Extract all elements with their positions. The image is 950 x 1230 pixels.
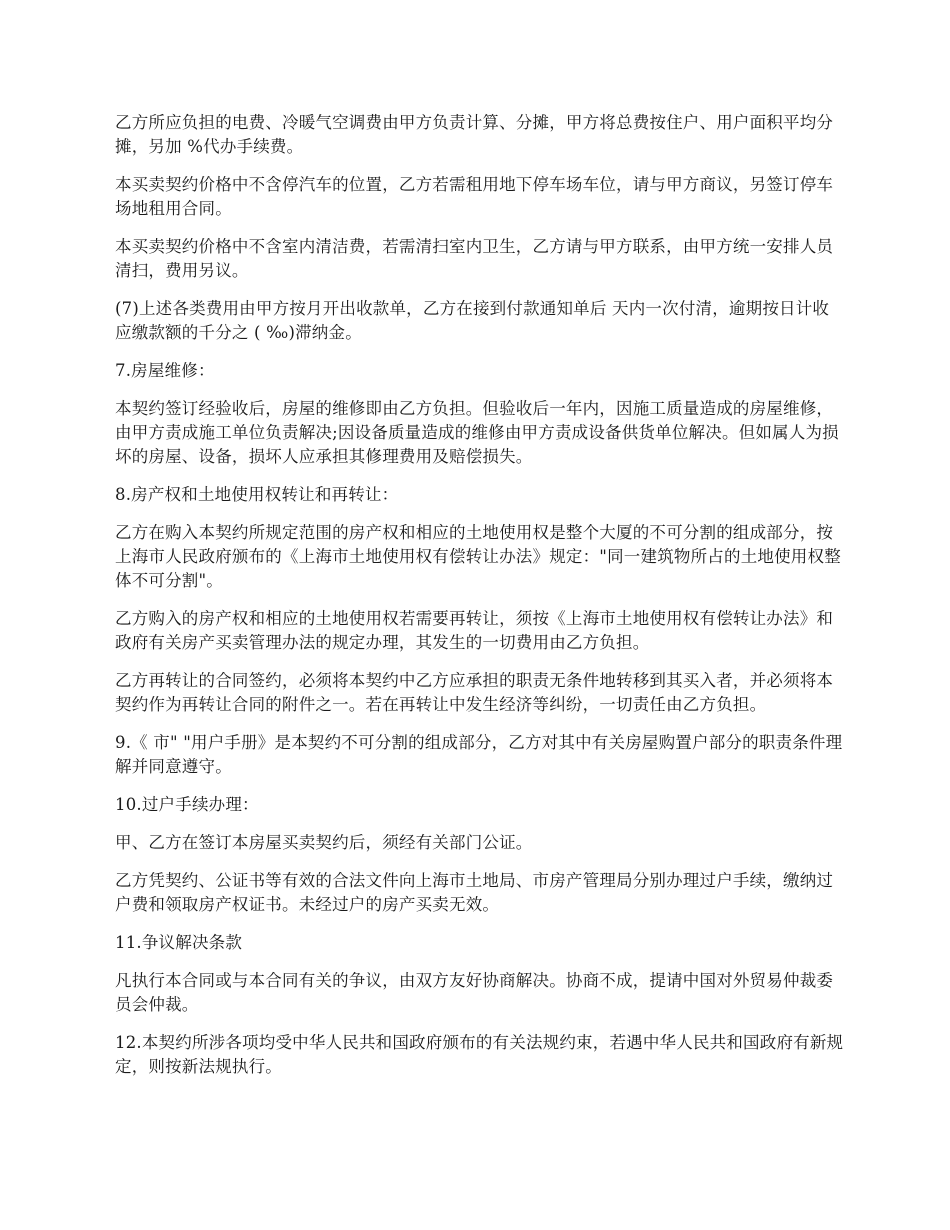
paragraph-transfer-registration: 乙方凭契约、公证书等有效的合法文件向上海市土地局、市房产管理局分别办理过户手续，缴纳过户费和领取房产权证书。未经过户的房产买卖无效。 bbox=[115, 871, 834, 914]
paragraph-cleaning: 本买卖契约价格中不含室内清洁费，若需清扫室内卫生，乙方请与甲方联系，由甲方统一安排人员清扫，费用另议。 bbox=[115, 237, 834, 280]
paragraph-electricity-fees: 乙方所应负担的电费、冷暖气空调费由甲方负责计算、分摊，甲方将总费按住户、用户面积平均分摊，另加 %代办手续费。 bbox=[115, 113, 834, 156]
heading-house-maintenance: 7.房屋维修： bbox=[115, 361, 215, 380]
paragraph-maintenance: 本契约签订经验收后，房屋的维修即由乙方负担。但验收后一年内，因施工质量造成的房屋维修，由甲方责成施工单位负责解决;因设备质量造成的维修由甲方责成设备供货单位解决。但如属人为损坏的房屋、设备，损坏人应承担其修理费用及赔偿损失。 bbox=[115, 399, 839, 466]
paragraph-fee-payment: (7)上述各类费用由甲方按月开出收款单，乙方在接到付款通知单后 天内一次付清，逾期按日计收应缴款额的千分之 ( ‰)滞纳金。 bbox=[115, 299, 830, 342]
heading-property-transfer: 8.房产权和土地使用权转让和再转让： bbox=[115, 485, 399, 504]
paragraph-notarization: 甲、乙方在签订本房屋买卖契约后，须经有关部门公证。 bbox=[115, 833, 533, 852]
paragraph-governing-law: 12.本契约所涉各项均受中华人民共和国政府颁布的有关法规约束，若遇中华人民共和国政府有新规定，则按新法规执行。 bbox=[115, 1033, 844, 1076]
paragraph-land-use-rights: 乙方在购入本契约所规定范围的房产权和相应的土地使用权是整个大厦的不可分割的组成部分，按上海市人民政府颁布的《上海市土地使用权有偿转让办法》规定："同一建筑物所占的土地使用权整体不可分割"。 bbox=[115, 523, 841, 590]
paragraph-parking: 本买卖契约价格中不含停汽车的位置，乙方若需租用地下停车场车位，请与甲方商议，另签订停车场地租用合同。 bbox=[115, 175, 834, 218]
paragraph-arbitration: 凡执行本合同或与本合同有关的争议，由双方友好协商解决。协商不成，提请中国对外贸易仲裁委员会仲裁。 bbox=[115, 971, 834, 1014]
heading-dispute-resolution: 11.争议解决条款 bbox=[115, 933, 243, 952]
paragraph-retransfer-contract: 乙方再转让的合同签约，必须将本契约中乙方应承担的职责无条件地转移到其买入者，并必须将本契约作为再转让合同的附件之一。若在再转让中发生经济等纠纷，一切责任由乙方负担。 bbox=[115, 671, 834, 714]
paragraph-user-manual: 9.《 市" "用户手册》是本契约不可分割的组成部分，乙方对其中有关房屋购置户部分的职责条件理解并同意遵守。 bbox=[115, 733, 843, 776]
heading-transfer-procedure: 10.过户手续办理： bbox=[115, 795, 259, 814]
paragraph-retransfer: 乙方购入的房产权和相应的土地使用权若需要再转让，须按《上海市土地使用权有偿转让办法》和政府有关房产买卖管理办法的规定办理，其发生的一切费用由乙方负担。 bbox=[115, 609, 834, 652]
document-body bbox=[115, 111, 845, 1093]
